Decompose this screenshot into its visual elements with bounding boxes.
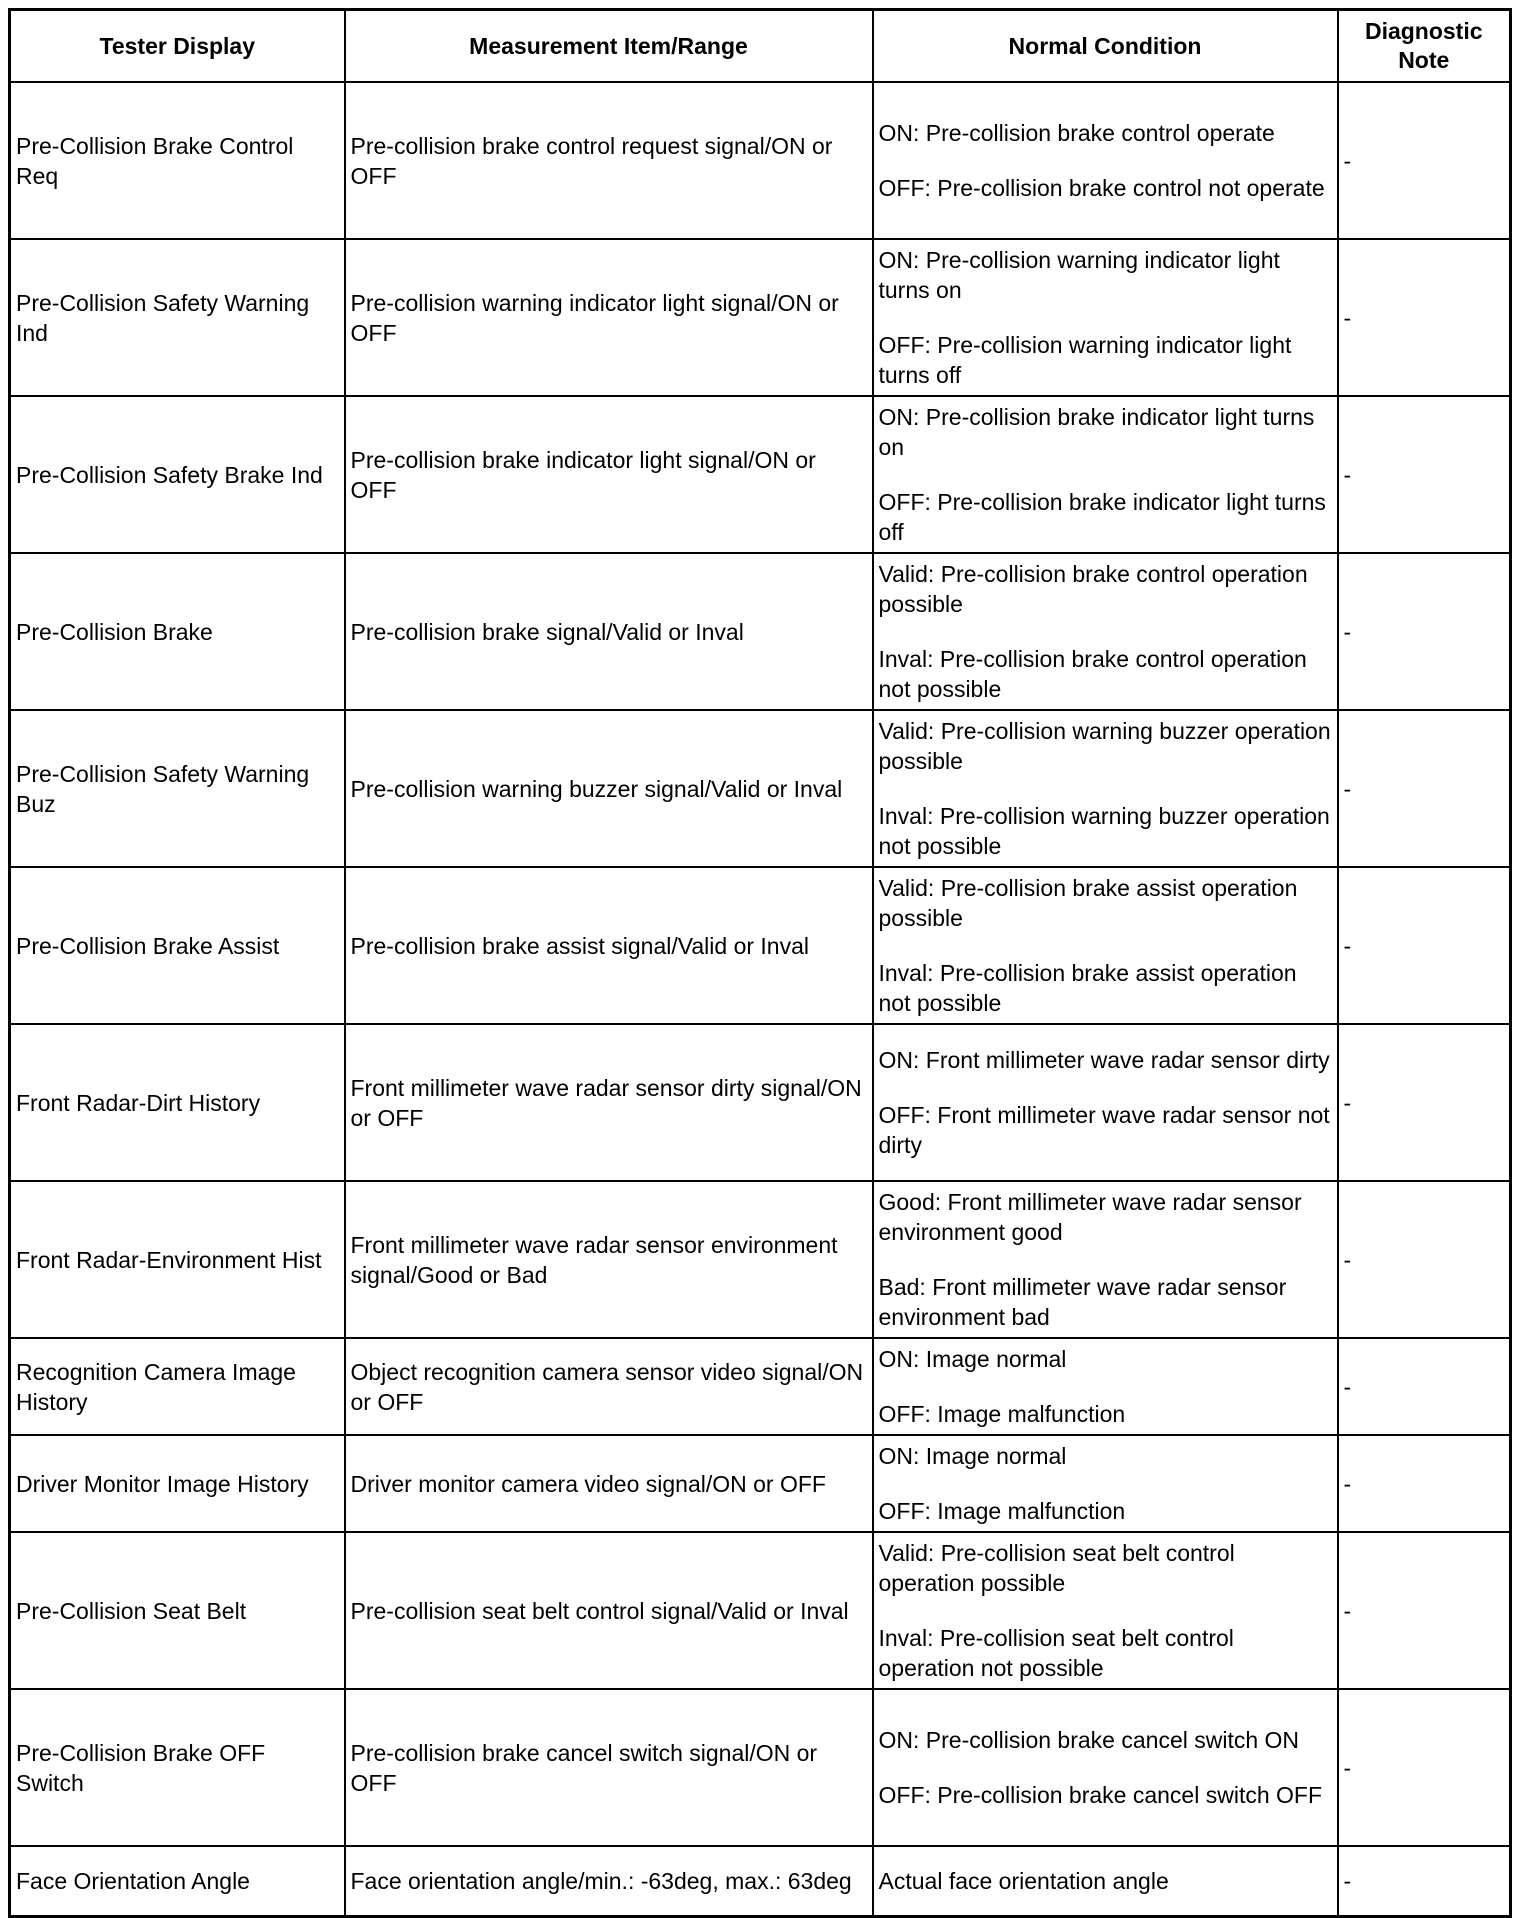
table-row [10, 1532, 1511, 1689]
condition-item: Valid: Pre-collision brake control operation possible [878, 561, 1308, 617]
data-list-table [8, 8, 1512, 1918]
cell-measurement: Front millimeter wave radar sensor dirty signal/ON or OFF [345, 1024, 873, 1181]
cell-normal-condition [873, 1338, 1338, 1435]
condition-list [879, 559, 1332, 704]
cell-diagnostic-note: - [1338, 1532, 1511, 1689]
cell-normal-condition [873, 1024, 1338, 1181]
condition-item: OFF: Pre-collision warning indicator light turns off [878, 332, 1292, 388]
condition-item: ON: Pre-collision warning indicator light turns on [878, 247, 1280, 303]
cell-tester-display: Pre-Collision Brake OFF Switch [10, 1689, 345, 1846]
condition-list [879, 1045, 1332, 1160]
condition-item: Valid: Pre-collision seat belt control operation possible [878, 1540, 1235, 1596]
cell-normal-condition [873, 1689, 1338, 1846]
cell-measurement: Pre-collision brake control request signal/ON or OFF [345, 82, 873, 239]
condition-item: Inval: Pre-collision brake control operation not possible [878, 646, 1307, 702]
cell-tester-display: Pre-Collision Safety Warning Buz [10, 710, 345, 867]
table-body [10, 82, 1511, 1916]
condition-item: OFF: Pre-collision brake control not operate [878, 175, 1325, 201]
cell-diagnostic-note: - [1338, 239, 1511, 396]
condition-list [879, 1866, 1332, 1896]
cell-tester-display: Front Radar-Dirt History [10, 1024, 345, 1181]
condition-item: Bad: Front millimeter wave radar sensor environment bad [878, 1274, 1287, 1330]
condition-item: ON: Image normal [878, 1346, 1067, 1372]
cell-diagnostic-note: - [1338, 396, 1511, 553]
table-header-row [10, 10, 1511, 83]
table-row [10, 553, 1511, 710]
cell-diagnostic-note: - [1338, 1181, 1511, 1338]
cell-measurement: Pre-collision seat belt control signal/Valid or Inval [345, 1532, 873, 1689]
cell-normal-condition [873, 1435, 1338, 1532]
condition-list [879, 245, 1332, 390]
condition-item: ON: Image normal [878, 1443, 1067, 1469]
condition-list [879, 1538, 1332, 1683]
cell-normal-condition [873, 239, 1338, 396]
condition-item: OFF: Image malfunction [878, 1498, 1126, 1524]
condition-list [879, 716, 1332, 861]
condition-item: Good: Front millimeter wave radar sensor environment good [878, 1189, 1302, 1245]
header-tester-display: Tester Display [10, 10, 345, 83]
table-row [10, 1024, 1511, 1181]
table-row [10, 1689, 1511, 1846]
cell-tester-display: Face Orientation Angle [10, 1846, 345, 1916]
condition-item: OFF: Front millimeter wave radar sensor not dirty [878, 1102, 1330, 1158]
condition-list [879, 1344, 1332, 1429]
condition-item: Inval: Pre-collision warning buzzer operation not possible [878, 803, 1330, 859]
condition-item: Valid: Pre-collision warning buzzer operation possible [878, 718, 1331, 774]
cell-measurement: Pre-collision warning indicator light signal/ON or OFF [345, 239, 873, 396]
condition-item: OFF: Pre-collision brake indicator light turns off [878, 489, 1326, 545]
cell-diagnostic-note: - [1338, 1689, 1511, 1846]
cell-tester-display: Front Radar-Environment Hist [10, 1181, 345, 1338]
condition-item: OFF: Pre-collision brake cancel switch OFF [878, 1782, 1323, 1808]
header-diagnostic-note: Diagnostic Note [1338, 10, 1511, 83]
cell-diagnostic-note: - [1338, 82, 1511, 239]
cell-measurement: Pre-collision brake assist signal/Valid or Inval [345, 867, 873, 1024]
cell-tester-display: Pre-Collision Safety Warning Ind [10, 239, 345, 396]
cell-measurement: Pre-collision warning buzzer signal/Valid or Inval [345, 710, 873, 867]
condition-list [879, 873, 1332, 1018]
cell-diagnostic-note: - [1338, 553, 1511, 710]
table-row [10, 1435, 1511, 1532]
table-row [10, 82, 1511, 239]
cell-tester-display: Pre-Collision Brake [10, 553, 345, 710]
cell-tester-display: Recognition Camera Image History [10, 1338, 345, 1435]
cell-diagnostic-note: - [1338, 1338, 1511, 1435]
cell-measurement: Pre-collision brake indicator light signal/ON or OFF [345, 396, 873, 553]
cell-measurement: Pre-collision brake cancel switch signal/ON or OFF [345, 1689, 873, 1846]
table-row [10, 710, 1511, 867]
cell-measurement: Front millimeter wave radar sensor environment signal/Good or Bad [345, 1181, 873, 1338]
header-normal-condition: Normal Condition [873, 10, 1338, 83]
table-row [10, 1181, 1511, 1338]
condition-list [879, 1725, 1332, 1810]
cell-normal-condition [873, 553, 1338, 710]
cell-tester-display: Driver Monitor Image History [10, 1435, 345, 1532]
condition-item: ON: Pre-collision brake indicator light turns on [878, 404, 1315, 460]
condition-list [879, 1441, 1332, 1526]
condition-list [879, 1187, 1332, 1332]
cell-diagnostic-note: - [1338, 1846, 1511, 1916]
cell-tester-display: Pre-Collision Brake Assist [10, 867, 345, 1024]
table-row [10, 239, 1511, 396]
cell-normal-condition [873, 867, 1338, 1024]
cell-diagnostic-note: - [1338, 867, 1511, 1024]
condition-item: ON: Front millimeter wave radar sensor dirty [878, 1047, 1330, 1073]
cell-measurement: Driver monitor camera video signal/ON or OFF [345, 1435, 873, 1532]
table-row [10, 867, 1511, 1024]
condition-item: Inval: Pre-collision brake assist operation not possible [878, 960, 1297, 1016]
condition-item: Actual face orientation angle [878, 1867, 1169, 1894]
cell-diagnostic-note: - [1338, 710, 1511, 867]
condition-item: ON: Pre-collision brake control operate [878, 120, 1275, 146]
condition-item: OFF: Image malfunction [878, 1401, 1126, 1427]
condition-item: Inval: Pre-collision seat belt control operation not possible [878, 1625, 1234, 1681]
cell-diagnostic-note: - [1338, 1435, 1511, 1532]
condition-list [879, 118, 1332, 203]
cell-normal-condition [873, 82, 1338, 239]
cell-normal-condition [873, 1846, 1338, 1916]
cell-tester-display: Pre-Collision Safety Brake Ind [10, 396, 345, 553]
cell-normal-condition [873, 1532, 1338, 1689]
cell-normal-condition [873, 1181, 1338, 1338]
cell-measurement: Face orientation angle/min.: -63deg, max.: 63deg [345, 1846, 873, 1916]
condition-item: ON: Pre-collision brake cancel switch ON [878, 1727, 1300, 1753]
cell-normal-condition [873, 396, 1338, 553]
cell-measurement: Pre-collision brake signal/Valid or Inval [345, 553, 873, 710]
cell-measurement: Object recognition camera sensor video signal/ON or OFF [345, 1338, 873, 1435]
cell-diagnostic-note: - [1338, 1024, 1511, 1181]
header-measurement: Measurement Item/Range [345, 10, 873, 83]
condition-item: Valid: Pre-collision brake assist operation possible [878, 875, 1298, 931]
cell-normal-condition [873, 710, 1338, 867]
cell-tester-display: Pre-Collision Brake Control Req [10, 82, 345, 239]
table-row [10, 1846, 1511, 1916]
table-row [10, 1338, 1511, 1435]
condition-list [879, 402, 1332, 547]
cell-tester-display: Pre-Collision Seat Belt [10, 1532, 345, 1689]
table-row [10, 396, 1511, 553]
